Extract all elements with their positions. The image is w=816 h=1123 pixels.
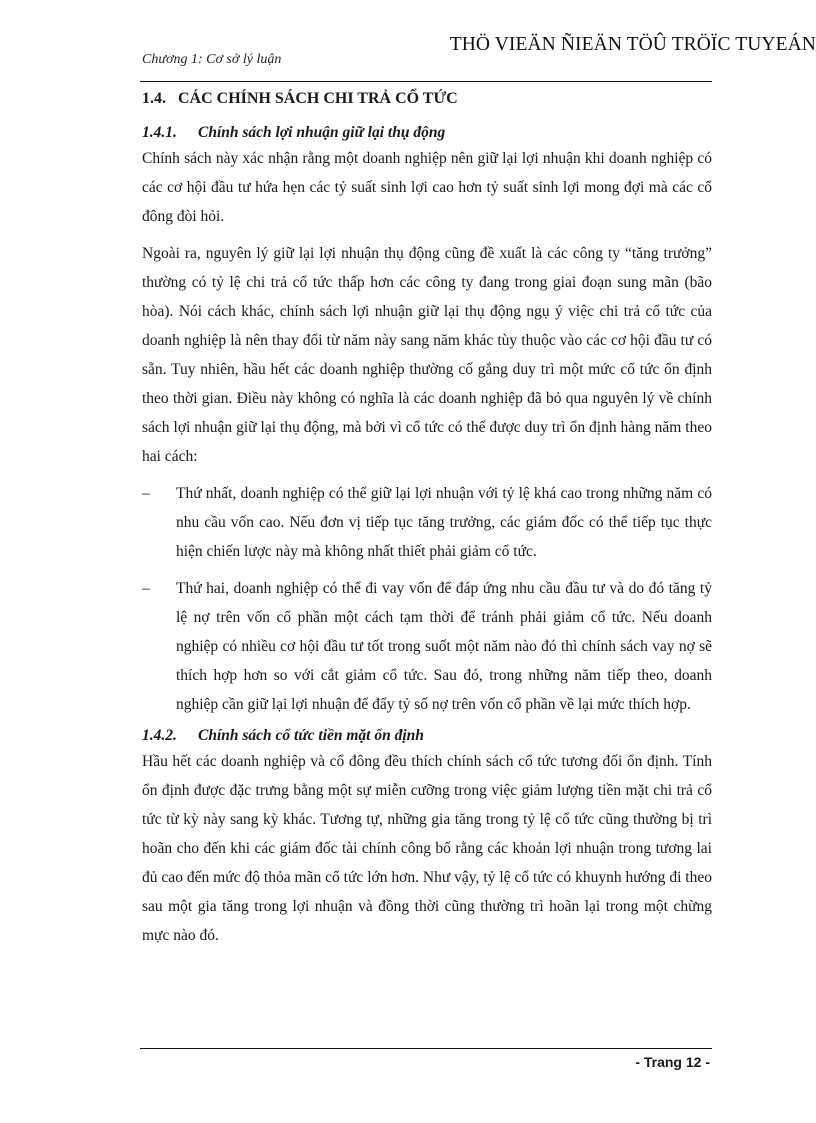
subsection-heading-2	[142, 725, 712, 747]
list-item-text: Thứ nhất, doanh nghiệp có thể giữ lại lợi nhuận với tỷ lệ khá cao trong những năm có nhu cầu vốn cao. Nếu đơn vị tiếp tục tăng trưởng, các giám đốc có thể tiếp tục thực hiện chiến lược này mà không nhất thiết phải giảm cổ tức.	[176, 485, 712, 560]
list-item-text: Thứ hai, doanh nghiệp có thể đi vay vốn để đáp ứng nhu cầu đầu tư và do đó tăng tỷ lệ nợ trên vốn cổ phần một cách tạm thời để tránh phải giảm cổ tức. Nếu doanh nghiệp có nhiều cơ hội đầu tư tốt trong suốt một năm nào đó thì chính sách vay nợ sẽ thích hợp hơn so với cắt giảm cổ tức. Sau đó, trong những năm tiếp theo, doanh nghiệp cần giữ lại lợi nhuận để đẩy tỷ số nợ trên vốn cổ phần về lại mức thích hợp.	[176, 580, 712, 713]
paragraph: Ngoài ra, nguyên lý giữ lại lợi nhuận thụ động cũng đề xuất là các công ty “tăng trưởng” thường có tỷ lệ chi trả cổ tức thấp hơn các công ty đang trong giai đoạn sung mãn (bão hòa). Nói cách khác, chính sách lợi nhuận giữ lại thụ động ngụ ý việc chi trả cổ tức của doanh nghiệp là nên thay đổi từ năm này sang năm khác tùy thuộc vào các cơ hội đầu tư có sẵn. Tuy nhiên, hầu hết các doanh nghiệp thường cố gắng duy trì một mức cổ tức ổn định theo thời gian. Điều này không có nghĩa là các doanh nghiệp đã bỏ qua nguyên lý về chính sách lợi nhuận giữ lại thụ động, mà bởi vì cổ tức có thể được duy trì ổn định hàng năm theo hai cách:	[142, 245, 712, 465]
list-item	[142, 574, 712, 719]
dash-list	[142, 479, 712, 719]
watermark-text: THÖ VIEÄN ÑIEÄN TÖÛ TRÖÏC TUYEÁN	[449, 34, 816, 55]
dash-bullet: –	[142, 485, 150, 502]
subsection-number-2: 1.4.2.	[142, 727, 177, 744]
dash-bullet: –	[142, 580, 150, 597]
subsection-title-2: Chính sách cổ tức tiền mặt ổn định	[198, 727, 424, 744]
header-divider	[140, 81, 712, 82]
page-number: - Trang 12 -	[635, 1054, 710, 1070]
page-content	[142, 88, 712, 950]
subsection-number-1: 1.4.1.	[142, 124, 177, 141]
subsection-title-1: Chính sách lợi nhuận giữ lại thụ động	[198, 124, 446, 141]
section-heading	[142, 88, 712, 110]
list-item	[142, 479, 712, 566]
section-number: 1.4.	[142, 90, 166, 107]
section-title: CÁC CHÍNH SÁCH CHI TRẢ CỔ TỨC	[178, 90, 458, 107]
chapter-header: Chương 1: Cơ sở lý luận	[142, 52, 282, 67]
footer-divider	[140, 1048, 712, 1049]
subsection-heading-1	[142, 122, 712, 144]
paragraph: Chính sách này xác nhận rằng một doanh nghiệp nên giữ lại lợi nhuận khi doanh nghiệp có các cơ hội đầu tư hứa hẹn các tỷ suất sinh lợi cao hơn tỷ suất sinh lợi mong đợi mà các cổ đông đòi hỏi.	[142, 150, 712, 225]
paragraph: Hầu hết các doanh nghiệp và cổ đông đều thích chính sách cổ tức tương đối ổn định. Tính ổn định được đặc trưng bằng một sự miễn cưỡng trong việc giảm lượng tiền mặt chi trả cổ tức từ kỳ này sang kỳ khác. Tương tự, những gia tăng trong tỷ lệ cổ tức cũng thường bị trì hoãn cho đến khi các giám đốc tài chính công bố rằng các khoản lợi nhuận trong tương lai đủ cao đến mức độ thỏa mãn cổ tức lớn hơn. Như vậy, tỷ lệ cổ tức có khuynh hướng đi theo sau một gia tăng trong lợi nhuận và đồng thời cũng thường trì hoãn lại trong một chừng mực nào đó.	[142, 753, 712, 944]
